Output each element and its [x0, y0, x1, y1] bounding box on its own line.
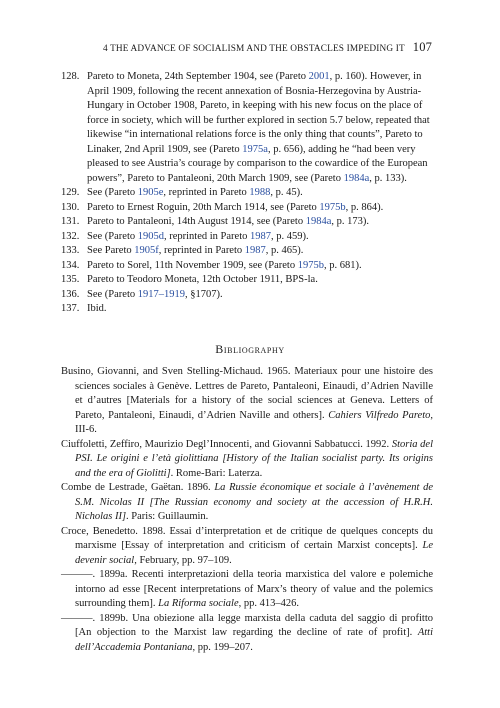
endnote-number: 130. [61, 201, 80, 213]
endnote-text: , p. 465). [265, 245, 304, 256]
entry-text: . Paris: Guillaumin. [126, 511, 209, 522]
entry-text: , pp. 199–207. [192, 641, 253, 653]
citation-link[interactable]: 1988 [249, 187, 271, 198]
endnote [61, 201, 433, 216]
endnote-text: , reprinted in Pareto [163, 187, 250, 198]
citation-link[interactable]: 1984a [343, 172, 370, 184]
citation-link[interactable]: 1905e [137, 187, 164, 198]
citation-link[interactable]: 2001 [308, 71, 330, 82]
bibliography-heading: Bibliography [215, 342, 285, 356]
bibliography-entry [61, 612, 433, 656]
endnote-text: See (Pareto [87, 230, 138, 242]
endnote [61, 70, 433, 186]
endnotes-list [61, 70, 433, 317]
endnote-number: 128. [61, 71, 80, 82]
entry-text: ———. 1899b. Una obiezione alla legge marxista della caduta del saggio di profitto [An objection to the Marxist law regarding the decline of rate of profit]. [61, 612, 433, 638]
citation-link[interactable]: 1917–1919 [137, 288, 185, 300]
citation-link[interactable]: 1975b [297, 259, 324, 271]
endnote [61, 186, 433, 201]
endnote-text: , reprinted in Pareto [163, 230, 250, 242]
entry-text: Combe de Lestrade, Gaëtan. 1896. [61, 482, 215, 493]
entry-text: . Rome-Bari: Laterza. [170, 467, 263, 479]
endnote-text: , reprinted in Pareto [158, 245, 245, 256]
entry-text: , February, pp. 97–109. [134, 554, 232, 566]
running-header [0, 40, 432, 55]
endnote-text: See (Pareto [87, 288, 138, 300]
entry-text: Ciuffoletti, Zeffiro, Maurizio Degl’Innocenti, and Giovanni Sabbatucci. 1992. [61, 438, 392, 450]
endnote-number: 136. [61, 288, 80, 300]
bibliography-entry [61, 438, 433, 482]
entry-text: Croce, Benedetto. 1898. Essai d’interpretation et de critique de quelques concepts du marxisme [Essay of interpretation and criticism of certain Marxist concepts]. [61, 525, 433, 551]
endnote-number: 131. [61, 216, 80, 227]
entry-source-title: La Russie économique et sociale à l’avènement de S.M. Nicolas II [The Russian economy and society at the accession of H.R.H. Nicholas II] [75, 482, 433, 522]
endnote [61, 302, 433, 317]
endnote-text: , p. 45). [270, 187, 303, 198]
endnote-text: , p. 656), adding he “had been very pleased to see Austria’s courage by comparison to the cowardice of the European powers”, Pareto to Pantaleoni, 20th March 1909, see (Pareto [87, 143, 428, 184]
endnote-text: , p. 160). However, in April 1909, following the recent annexation of Bosnia-Herzegovina by Austria-Hungary in October 1908, Pareto, in keeping with his new focus on the place of force in society, which will be further explored in section 5.7 below, repeated that likewise “in international relations force is the only thing that counts”, Pareto to Linaker, 2nd April 1909, see (Pareto [87, 71, 430, 155]
bibliography-entry [61, 481, 433, 525]
endnote-text: Pareto to Teodoro Moneta, 12th October 1911, BPS-la. [87, 274, 318, 285]
endnote-text: , p. 864). [345, 201, 384, 213]
endnote-number: 129. [61, 187, 80, 198]
entry-text: , pp. 413–426. [238, 598, 299, 609]
endnote [61, 230, 433, 245]
endnote-text: , p. 133). [369, 172, 407, 184]
endnote-number: 134. [61, 259, 80, 271]
entry-source-title: La Riforma sociale [158, 598, 239, 609]
endnote-number: 132. [61, 230, 80, 242]
endnote [61, 273, 433, 288]
endnote-text: Pareto to Ernest Roguin, 20th March 1914, see (Pareto [87, 201, 320, 213]
entry-source-title: Le devenir social [75, 540, 433, 566]
running-title: 4 THE ADVANCE OF SOCIALISM AND THE OBSTACLES IMPEDING IT [102, 44, 405, 54]
citation-link[interactable]: 1987 [250, 230, 271, 242]
endnote-text: See (Pareto [87, 187, 138, 198]
citation-link[interactable]: 1987 [244, 245, 266, 256]
endnote [61, 215, 433, 230]
citation-link[interactable]: 1984a [305, 216, 332, 227]
entry-text: Busino, Giovanni, and Sven Stelling-Michaud. 1965. Materiaux pour une histoire des sciences sociales à Genève. Lettres de Pareto, Pantaleoni, Einaudi, d’Adrien Naville et d’autres [Materials for a history of the social sciences at Geneva. Letters of Pareto, Pantaleoni, Einaudi, d’Adrien Naville and others]. [61, 366, 433, 421]
endnote-text: Pareto to Moneta, 24th September 1904, see (Pareto [87, 71, 309, 82]
endnote [61, 244, 433, 259]
bibliography-list [61, 365, 433, 655]
citation-link[interactable]: 1975b [319, 201, 346, 213]
endnote-number: 135. [61, 274, 80, 285]
entry-text: , III-6. [75, 409, 433, 435]
entry-source-title: Atti dell’Accademia Pontaniana [75, 627, 433, 653]
bibliography-entry [61, 525, 433, 569]
entry-source-title: Storia del PSI. Le origini e l’età giolittiana [History of the Italian socialist party. Its origins and the era of Giolitti] [75, 438, 434, 479]
citation-link[interactable]: 1905d [137, 230, 164, 242]
endnote-number: 133. [61, 245, 80, 256]
bibliography-entry [61, 568, 433, 612]
endnote-text: , p. 459). [271, 230, 309, 242]
endnote-text: , p. 681). [323, 259, 362, 271]
bibliography-entry [61, 365, 433, 438]
endnote-number: 137. [61, 303, 80, 314]
page-number: 107 [412, 40, 432, 54]
endnote [61, 288, 433, 303]
endnote-text: Pareto to Sorel, 11th November 1909, see (Pareto [87, 259, 298, 271]
entry-text: ———. 1899a. Recenti interpretazioni della teoria marxistica del valore e polemiche intorno ad esse [Recent interpretations of Marx’s theory of value and the polemics surrounding them]. [61, 569, 433, 609]
citation-link[interactable]: 1975a [242, 143, 268, 155]
endnote-text: Pareto to Pantaleoni, 14th August 1914, see (Pareto [87, 216, 306, 227]
endnote-text: , §1707). [184, 288, 223, 300]
entry-source-title: Cahiers Vilfredo Pareto [328, 409, 431, 421]
endnote-text: , p. 173). [331, 216, 370, 227]
endnote-text: See Pareto [87, 245, 135, 256]
endnote [61, 259, 433, 274]
endnote-text: Ibid. [87, 303, 107, 314]
citation-link[interactable]: 1905f [134, 245, 159, 256]
